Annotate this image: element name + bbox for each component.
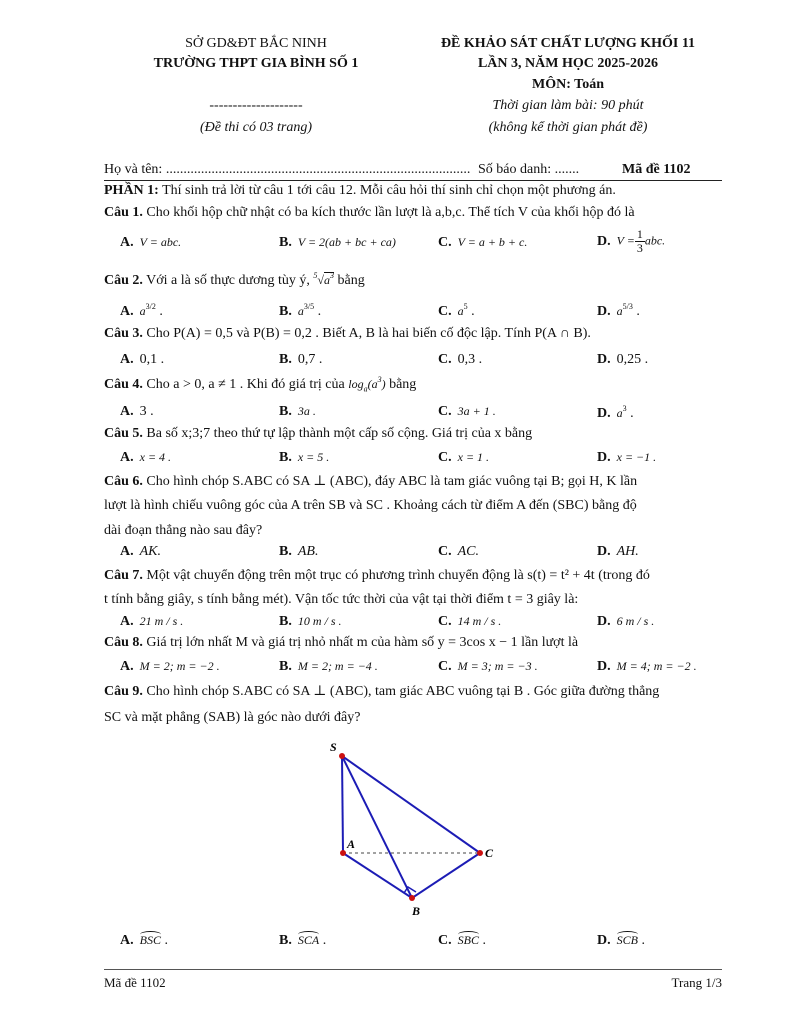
point-b xyxy=(409,895,415,901)
exam-duration-note: (không kể thời gian phát đề) xyxy=(488,120,648,135)
label-s: S xyxy=(330,740,337,754)
q6-option-a: A. AK. xyxy=(120,544,162,559)
exam-round: LẦN 3, NĂM HỌC 2025-2026 xyxy=(477,56,659,71)
footer-divider xyxy=(104,969,722,970)
point-a xyxy=(340,850,346,856)
label-a: A xyxy=(347,837,356,851)
header-divider xyxy=(104,180,722,181)
q1-option-d: D. V = $\frac{1}{3}$ abc. xyxy=(597,227,666,255)
q5-option-c: C. x = 1 . xyxy=(438,450,490,465)
q4-option-a: A. 3 . xyxy=(120,404,154,419)
question-9-line2: SC và mặt phẳng (SAB) là góc nào dưới đây? xyxy=(104,710,361,725)
q8-option-a: A. M = 2; m = −2 . xyxy=(120,659,220,674)
q7-option-a: A. 21 m / s . xyxy=(120,614,184,629)
q1-option-a: A. V = abc. xyxy=(120,235,182,250)
q3-option-c: C. 0,3 . xyxy=(438,352,483,367)
question-1: Câu 1. Cho khối hộp chữ nhật có ba kích thước lần lượt là a,b,c. Thể tích V của khối hộp đó là xyxy=(104,205,635,220)
q3-option-b: B. 0,7 . xyxy=(279,352,323,367)
q4-option-d: D. $a^3$ . xyxy=(597,404,634,421)
q7-option-d: D. 6 m / s . xyxy=(597,614,655,629)
q2-option-c: C. $a^5$ . xyxy=(438,302,475,319)
q9-option-a: A. BSC . xyxy=(120,933,168,948)
q2-option-d: D. $a^{5/3}$ . xyxy=(597,302,640,319)
question-6-line3: dài đoạn thẳng nào sau đây? xyxy=(104,523,263,538)
header-dashes: -------------------- xyxy=(209,98,303,113)
question-6: Câu 6. Cho hình chóp S.ABC có SA ⊥ (ABC), đáy ABC là tam giác vuông tại B; gọi H, K lần xyxy=(104,474,638,489)
exam-duration: Thời gian làm bài: 90 phút xyxy=(492,98,644,113)
q6-option-d: D. AH. xyxy=(597,544,639,559)
point-s xyxy=(339,753,345,759)
student-name-field: Họ và tên: ....................................................................................... xyxy=(104,162,471,177)
page-number: Trang 1/3 xyxy=(671,975,722,990)
question-9: Câu 9. Cho hình chóp S.ABC có SA ⊥ (ABC), tam giác ABC vuông tại B . Góc giữa đường thẳng xyxy=(104,684,660,699)
q3-option-d: D. 0,25 . xyxy=(597,352,649,367)
q8-option-b: B. M = 2; m = −4 . xyxy=(279,659,378,674)
q2-option-a: A. $a^{3/2}$ . xyxy=(120,302,163,319)
exam-code: Mã đề 1102 xyxy=(622,162,691,177)
pyramid-figure xyxy=(320,735,520,920)
q5-option-b: B. x = 5 . xyxy=(279,450,330,465)
edge-sc xyxy=(342,756,480,853)
student-id-field: Số báo danh: ....... xyxy=(478,162,580,177)
edge-sb xyxy=(342,756,412,898)
exam-title: ĐỀ KHẢO SÁT CHẤT LƯỢNG KHỐI 11 xyxy=(440,36,696,51)
question-3: Câu 3. Cho P(A) = 0,5 và P(B) = 0,2 . Biết A, B là hai biến cố độc lập. Tính P(A ∩ B). xyxy=(104,326,591,341)
footer-exam-code: Mã đề 1102 xyxy=(104,975,166,990)
q6-option-c: C. AC. xyxy=(438,544,480,559)
part1-heading: PHẦN 1: Thí sinh trả lời từ câu 1 tới câu 12. Mỗi câu hỏi thí sinh chỉ chọn một phương án. xyxy=(104,183,616,198)
q9-option-b: B. SCA . xyxy=(279,933,327,948)
q5-option-a: A. x = 4 . xyxy=(120,450,172,465)
question-7-line2: t tính bằng giây, s tính bằng mét). Vận tốc tức thời của vật tại thời điểm t = 3 giây là: xyxy=(104,592,579,607)
q9-option-c: C. SBC . xyxy=(438,933,486,948)
q4-option-b: B. 3a . xyxy=(279,404,316,419)
page-count-note: (Đề thi có 03 trang) xyxy=(200,120,312,135)
q1-option-c: C. V = a + b + c. xyxy=(438,235,528,250)
question-8: Câu 8. Giá trị lớn nhất M và giá trị nhỏ nhất m của hàm số y = 3cos x − 1 lần lượt là xyxy=(104,635,579,650)
edge-sa xyxy=(342,756,343,853)
edge-bc xyxy=(412,853,480,898)
point-c xyxy=(477,850,483,856)
log-expression: $\log_a(a^3)$ xyxy=(348,375,386,394)
q1-option-b: B. V = 2(ab + bc + ca) xyxy=(279,235,396,250)
q7-option-c: C. 14 m / s . xyxy=(438,614,502,629)
label-b: B xyxy=(412,904,421,918)
radical-expression: $^5√a^3$ xyxy=(313,271,334,287)
school-name: TRƯỜNG THPT GIA BÌNH SỐ 1 xyxy=(153,56,359,71)
q8-option-c: C. M = 3; m = −3 . xyxy=(438,659,538,674)
label-c: C xyxy=(485,846,494,860)
department-name: SỞ GD&ĐT BẮC NINH xyxy=(185,36,327,51)
q3-option-a: A. 0,1 . xyxy=(120,352,165,367)
question-7: Câu 7. Một vật chuyển động trên một trục có phương trình chuyển động là s(t) = t² + 4t (trong đó xyxy=(104,568,650,583)
q6-option-b: B. AB. xyxy=(279,544,319,559)
question-6-line2: lượt là hình chiếu vuông góc của A trên SB và SC . Khoảng cách từ điểm A đến (SBC) bằng độ xyxy=(104,498,637,513)
q7-option-b: B. 10 m / s . xyxy=(279,614,342,629)
q9-option-d: D. SCB . xyxy=(597,933,645,948)
question-4: Câu 4. Cho a > 0, a ≠ 1 . Khi đó giá trị của $\log_a(a^3)$ bằng xyxy=(104,375,417,394)
q4-option-c: C. 3a + 1 . xyxy=(438,404,496,419)
q8-option-d: D. M = 4; m = −2 . xyxy=(597,659,697,674)
q2-option-b: B. $a^{3/5}$ . xyxy=(279,302,322,319)
exam-subject: MÔN: Toán xyxy=(532,77,604,92)
question-2: Câu 2. Với a là số thực dương tùy ý, $^5√a^3$ bằng xyxy=(104,271,365,288)
q5-option-d: D. x = −1 . xyxy=(597,450,657,465)
question-5: Câu 5. Ba số x;3;7 theo thứ tự lập thành một cấp số cộng. Giá trị của x bằng xyxy=(104,426,533,441)
